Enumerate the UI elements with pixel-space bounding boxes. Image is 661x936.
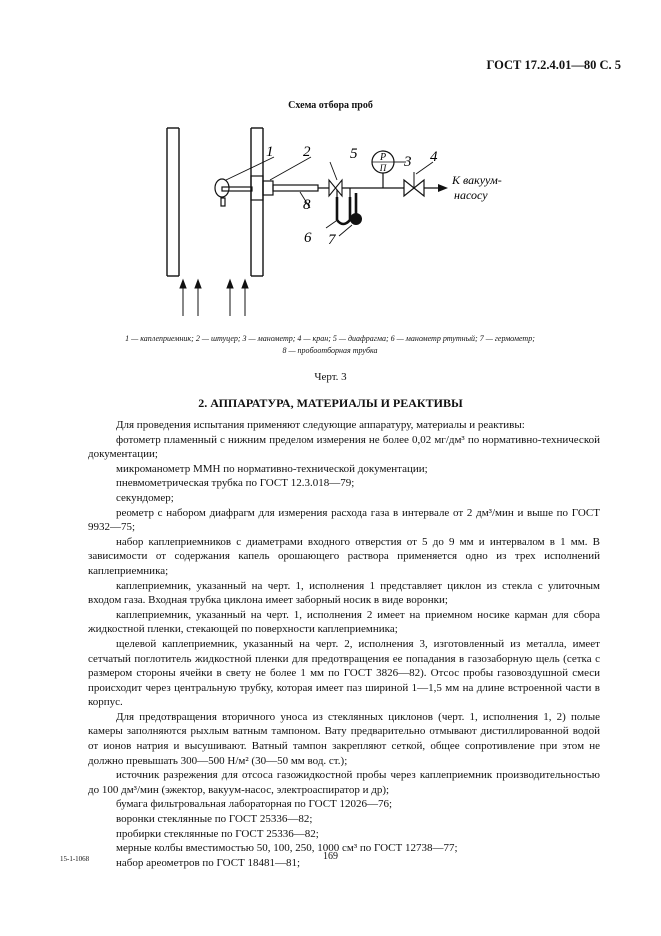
gas-duct	[167, 128, 263, 276]
running-header: ГОСТ 17.2.4.01—80 С. 5	[486, 58, 621, 72]
label-1: 1	[266, 144, 274, 160]
outlet-arrow	[438, 184, 448, 192]
section-title: 2. АППАРАТУРА, МАТЕРИАЛЫ И РЕАКТИВЫ	[198, 396, 463, 410]
paragraph: воронки стеклянные по ГОСТ 25336—82;	[116, 813, 313, 826]
paragraph: щелевой каплеприемник, указанный на черт. 2, исполнения 3, изготовленный из металла, имеет сетчатый поглотитель жидкостной пленки для предотвращения ее попадания в газозаборную щель (сетка с размером стороны ячейки в свету не более 1 мм по ГОСТ 3826—82). Отсос пробы газовоздушной смеси происходит через центральную трубку, которая имеет паз шириной 1—1,5 мм на длине встроенной части в корпус.	[88, 637, 600, 709]
page-number: 169	[323, 851, 338, 862]
vacuum-pump-label-2: насосу	[454, 188, 488, 202]
figure-title: Схема отбора проб	[288, 100, 373, 111]
print-code: 15-1-1068	[60, 855, 90, 863]
paragraph: реометр с набором диафрагм для измерения расхода газа в интервале от 2 дм³/мин и выше по ГОСТ 9932—75;	[88, 506, 600, 534]
gauge-label-bottom: П	[379, 163, 387, 173]
paragraph: мерные колбы вместимостью 50, 100, 250, 1000 см³ по ГОСТ 12738—77;	[116, 842, 458, 855]
label-8: 8	[303, 197, 311, 213]
paragraph: фотометр пламенный с нижним пределом измерения не более 0,02 мг/дм³ по нормативно-технической документации;	[88, 433, 600, 461]
sampling-scheme-diagram	[150, 118, 530, 328]
paragraph: пробирки стеклянные по ГОСТ 25336—82;	[116, 827, 319, 840]
valve-left	[404, 180, 414, 196]
label-6: 6	[304, 230, 312, 246]
thermometer	[350, 193, 362, 225]
label-3: 3	[404, 154, 412, 170]
caption-line-2: 8 — пробоотборная трубка	[282, 346, 378, 355]
paragraph: пневмометрическая трубка по ГОСТ 12.3.018—79;	[116, 477, 355, 490]
valve-right	[414, 180, 424, 196]
paragraph: секундомер;	[116, 491, 174, 504]
paragraph: бумага фильтровальная лабораторная по ГОСТ 12026—76;	[116, 798, 393, 811]
label-5: 5	[350, 146, 358, 162]
paragraph: источник разрежения для отсоса газожидкостной пробы через каплеприемник производительностью до 100 дм³/мин (эжектор, вакуум-насос, электроаспиратор и др);	[88, 769, 600, 796]
label-7: 7	[328, 232, 336, 248]
paragraph: набор каплеприемников с диаметрами входного отверстия от 5 до 9 мм и интервалом в 1 мм. В зависимости от содержания капель орошающего раствора применяется одно из трех исполнений каплеприемника;	[88, 535, 600, 577]
gauge-label-top: P	[379, 152, 387, 163]
pressure-gauge	[372, 151, 394, 173]
paragraph: Для проведения испытания применяют следующие аппаратуру, материалы и реактивы:	[116, 419, 525, 431]
diaphragm	[329, 180, 342, 196]
paragraph: каплеприемник, указанный на черт. 1, исполнения 1 представляет циклон из стекла с улиточным входом газа. Входная трубка циклона имеет заборный носик в виде воронки;	[88, 579, 600, 607]
figure-number: Черт. 3	[314, 371, 347, 383]
leader-lines	[226, 157, 433, 236]
paragraph: Для предотвращения вторичного уноса из стеклянных циклонов (черт. 1, исполнения 1, 2) полые камеры заполняются рыхлым ватным тампоном. Вату предварительно отмывают дистиллированной водой от ионов натрия и высушивают. Ватный тампон закрепляют сеткой, общее сопротивление при этом не должно превышать 300—500 Н/м² (30—50 мм вод. ст.);	[88, 710, 600, 767]
paragraph: микроманометр ММН по нормативно-технической документации;	[116, 462, 428, 475]
gas-flow-arrows	[180, 280, 248, 316]
label-2: 2	[303, 144, 311, 160]
vacuum-pump-label-1: К вакуум-	[452, 173, 502, 187]
label-4: 4	[430, 149, 438, 165]
droplet-collector	[215, 176, 273, 206]
figure-caption	[60, 333, 600, 357]
caption-line-1: 1 — каплеприемник; 2 — штуцер; 3 — манометр; 4 — кран; 5 — диафрагма; 6 — манометр ртутный; 7 — гермометр;	[125, 334, 535, 343]
body-text	[88, 418, 600, 870]
paragraph: набор ареометров по ГОСТ 18481—81;	[116, 856, 301, 869]
paragraph: каплеприемник, указанный на черт. 1, исполнения 2 имеет на приемном носике карман для сбора жидкостной пленки, стекающей по поверхности каплеприемника;	[88, 608, 600, 636]
mercury-manometer	[337, 197, 350, 224]
